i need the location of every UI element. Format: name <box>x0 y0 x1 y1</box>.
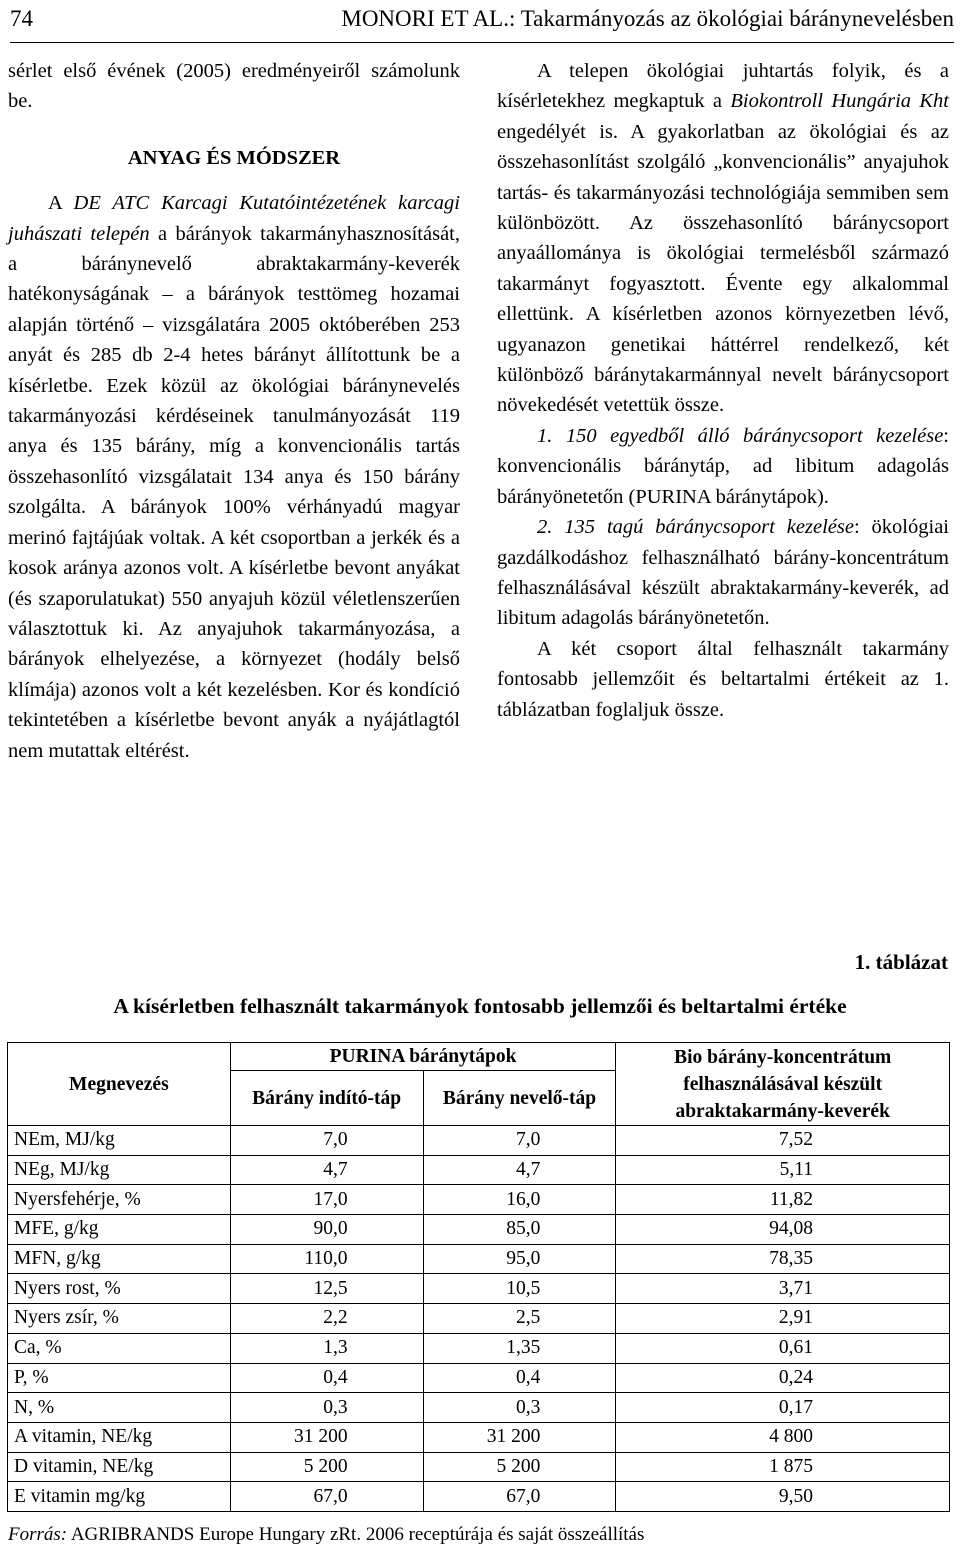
row-label: Nyers zsír, % <box>8 1304 231 1334</box>
cell-value: 17,0 <box>230 1185 423 1215</box>
cell-value: 5 200 <box>423 1452 616 1482</box>
cell-value: 0,3 <box>423 1393 616 1423</box>
cell-value: 11,82 <box>616 1185 950 1215</box>
table-row <box>8 1363 950 1393</box>
cell-value: 85,0 <box>423 1215 616 1245</box>
cell-value: 7,0 <box>423 1126 616 1156</box>
row-label: MFN, g/kg <box>8 1244 231 1274</box>
cell-value: 12,5 <box>230 1274 423 1304</box>
cell-value: 10,5 <box>423 1274 616 1304</box>
group1-paragraph: 1. 150 egyedből álló báránycsoport kezelése: konvencionális báránytáp, ad libitum adagolás bárányönetetőn (PURINA báránytápok). <box>497 424 949 508</box>
cell-value: 94,08 <box>616 1215 950 1245</box>
feed-table <box>7 1042 950 1512</box>
institute-name: DE ATC Karcagi Kutatóintézetének karcagi juhászati telepén <box>8 192 460 245</box>
cell-value: 31 200 <box>230 1422 423 1452</box>
col-header-grower: Bárány nevelő-táp <box>423 1071 616 1126</box>
cell-value: 3,71 <box>616 1274 950 1304</box>
cell-value: 7,52 <box>616 1126 950 1156</box>
cell-value: 67,0 <box>230 1482 423 1512</box>
cell-value: 0,4 <box>230 1363 423 1393</box>
cell-value: 67,0 <box>423 1482 616 1512</box>
group2-paragraph: 2. 135 tagú báránycsoport kezelése: ökológiai gazdálkodáshoz felhasználható bárány-koncentrátum felhasználásával készült abraktakarmány-keverék, ad libitum adagolás bárányönetetőn. <box>497 516 949 630</box>
row-label: E vitamin mg/kg <box>8 1482 231 1512</box>
table-row <box>8 1393 950 1423</box>
cell-value: 2,5 <box>423 1304 616 1334</box>
cell-value: 0,4 <box>423 1363 616 1393</box>
row-label: D vitamin, NE/kg <box>8 1452 231 1482</box>
cell-value: 4 800 <box>616 1422 950 1452</box>
table-row <box>8 1215 950 1245</box>
page-number: 74 <box>10 6 33 31</box>
cell-value: 90,0 <box>230 1215 423 1245</box>
table-row <box>8 1333 950 1363</box>
row-label: MFE, g/kg <box>8 1215 231 1245</box>
row-label: NEg, MJ/kg <box>8 1155 231 1185</box>
row-label: P, % <box>8 1363 231 1393</box>
cell-value: 4,7 <box>423 1155 616 1185</box>
table-row <box>8 1452 950 1482</box>
col-header-bio: Bio bárány-koncentrátum felhasználásával készült abraktakarmány-keverék <box>616 1043 950 1126</box>
table-caption: A kísérletben felhasznált takarmányok fontosabb jellemzői és beltartalmi értéke <box>113 994 847 1018</box>
table-number: 1. táblázat <box>854 950 948 974</box>
cell-value: 2,2 <box>230 1304 423 1334</box>
row-label: N, % <box>8 1393 231 1423</box>
cell-value: 0,3 <box>230 1393 423 1423</box>
right-column <box>497 56 949 725</box>
col-header-starter: Bárány indító-táp <box>230 1071 423 1126</box>
cell-value: 1 875 <box>616 1452 950 1482</box>
cell-value: 16,0 <box>423 1185 616 1215</box>
table-row <box>8 1274 950 1304</box>
cell-value: 9,50 <box>616 1482 950 1512</box>
cell-value: 110,0 <box>230 1244 423 1274</box>
col-header-purina: PURINA báránytápok <box>230 1043 616 1071</box>
cell-value: 1,35 <box>423 1333 616 1363</box>
table-source: Forrás: AGRIBRANDS Europe Hungary zRt. 2006 receptúrája és saját összeállítás <box>8 1524 645 1545</box>
cell-value: 4,7 <box>230 1155 423 1185</box>
row-label: Nyers rost, % <box>8 1274 231 1304</box>
table-row <box>8 1304 950 1334</box>
row-label: A vitamin, NE/kg <box>8 1422 231 1452</box>
table-row <box>8 1482 950 1512</box>
page-header <box>10 4 954 43</box>
cell-value: 0,17 <box>616 1393 950 1423</box>
cell-value: 5 200 <box>230 1452 423 1482</box>
section-title: ANYAG ÉS MÓDSZER <box>127 146 341 169</box>
table-row <box>8 1155 950 1185</box>
table-body <box>8 1126 950 1512</box>
cell-value: 5,11 <box>616 1155 950 1185</box>
cell-value: 2,91 <box>616 1304 950 1334</box>
methods-paragraph: A DE ATC Karcagi Kutatóintézetének karcagi juhászati telepén a bárányok takarmányhasznosítását, a báránynevelő abraktakarmány-keverék hatékonyságának – a bárányok testtömeg hozamai alapján történő – vizsgálatára 2005 októberében 253 anyát és 285 db 2-4 hetes bárányt állítottunk be a kísérletbe. Ezek közül az ökológiai báránynevelés takarmányozási kérdéseinek tanulmányozását 119 anya és 135 bárány, míg a konvencionális tartás összehasonlító vizsgálatait 134 anya és 150 bárány szolgálta. A bárányok 100% vérhányadú magyar merinó fajtájúak voltak. A két csoportban a jerkék és a kosok aránya azonos volt. A kísérletbe bevont anyákat (és szaporulatukat) 550 anyajuh közül véletlenszerűen választottuk ki. Az anyajuhok takarmányozása, a bárányok elhelyezése, a környezet (hodály belső klímája) azonos volt a két kezelésben. Kor és kondíció tekintetében a kísérletbe bevont anyák a nyájátlagtól nem mutattak eltérést. <box>8 192 460 762</box>
certifier-name: Biokontroll Hungária Kht <box>730 90 950 113</box>
row-label: NEm, MJ/kg <box>8 1126 231 1156</box>
running-title: MONORI ET AL.: Takarmányozás az ökológiai báránynevelésben <box>341 6 954 31</box>
row-label: Nyersfehérje, % <box>8 1185 231 1215</box>
cell-value: 95,0 <box>423 1244 616 1274</box>
cell-value: 0,24 <box>616 1363 950 1393</box>
cell-value: 31 200 <box>423 1422 616 1452</box>
cell-value: 78,35 <box>616 1244 950 1274</box>
row-label: Ca, % <box>8 1333 231 1363</box>
col-header-name: Megnevezés <box>8 1043 231 1126</box>
cell-value: 0,61 <box>616 1333 950 1363</box>
farm-paragraph: A telepen ökológiai juhtartás folyik, és a kísérletekhez megkaptuk a Biokontroll Hungária Kht engedélyét is. A gyakorlatban az ökológiai és az összehasonlítást szolgáló „konvencionális” anyajuhok tartás- és takarmányozási technológiája semmiben sem különbözött. Az összehasonlító báránycsoport anyaállománya is ökológiai termelésből származó takarmányt fogyasztott. Évente egy alkalommal ellettünk. A kísérletben azonos környezetben lévő, ugyanazon genetikai háttérrel rendelkező, két különböző báránytakarmánnyal nevelt báránycsoport növekedését vetettük össze. <box>497 60 950 417</box>
table-row <box>8 1422 950 1452</box>
table-row <box>8 1126 950 1156</box>
summary-paragraph: A két csoport által felhasznált takarmány fontosabb jellemzőit és beltartalmi értékeit az 1. táblázatban foglaljuk össze. <box>497 637 949 721</box>
table-row <box>8 1244 950 1274</box>
table-row <box>8 1185 950 1215</box>
left-column <box>8 56 460 766</box>
cell-value: 1,3 <box>230 1333 423 1363</box>
intro-paragraph: sérlet első évének (2005) eredményeiről számolunk be. <box>8 60 460 113</box>
cell-value: 7,0 <box>230 1126 423 1156</box>
